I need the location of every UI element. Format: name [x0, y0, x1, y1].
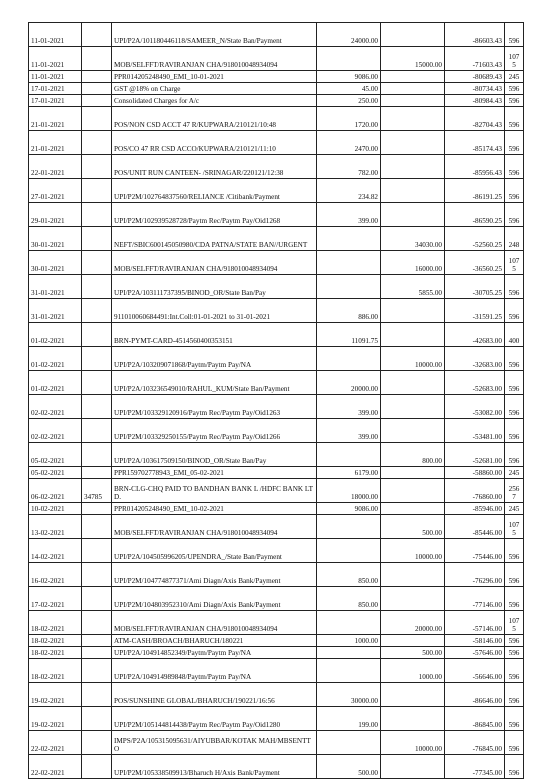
- cheque-cell: [82, 71, 112, 83]
- branch-code-cell: 245: [505, 467, 524, 479]
- credit-cell: [381, 755, 445, 779]
- debit-cell: [317, 347, 381, 371]
- table-row: [29, 203, 524, 227]
- debit-cell: 886.00: [317, 299, 381, 323]
- balance-cell: -77146.00: [445, 587, 505, 611]
- balance-cell: -82704.43: [445, 107, 505, 131]
- branch-code-cell: 596: [505, 635, 524, 647]
- cheque-cell: 34785: [82, 479, 112, 503]
- description-cell: UPI/P2M/103329250155/Paytm Rec/Paytm Pay/Oid1266: [112, 419, 317, 443]
- cheque-cell: [82, 647, 112, 659]
- description-cell: UPI/P2A/103111737395/BINOD_OR/State Ban/Pay: [112, 275, 317, 299]
- date-cell: 11-01-2021: [29, 47, 82, 71]
- cheque-cell: [82, 503, 112, 515]
- branch-code-cell: 245: [505, 503, 524, 515]
- table-row: [29, 323, 524, 347]
- balance-cell: -58146.00: [445, 635, 505, 647]
- branch-code-cell: 1075: [505, 515, 524, 539]
- date-cell: 05-02-2021: [29, 443, 82, 467]
- date-cell: 30-01-2021: [29, 251, 82, 275]
- debit-cell: [317, 443, 381, 467]
- debit-cell: 6179.00: [317, 467, 381, 479]
- description-cell: UPI/P2M/105338509913/Bharuch H/Axis Bank/Payment: [112, 755, 317, 779]
- balance-cell: -86603.43: [445, 23, 505, 47]
- table-row: [29, 155, 524, 179]
- credit-cell: [381, 179, 445, 203]
- branch-code-cell: 1075: [505, 611, 524, 635]
- debit-cell: [317, 275, 381, 299]
- date-cell: 19-02-2021: [29, 683, 82, 707]
- balance-cell: -32683.00: [445, 347, 505, 371]
- table-row: [29, 647, 524, 659]
- description-cell: POS/NON CSD ACCT 47 R/KUPWARA/210121/10:48: [112, 107, 317, 131]
- branch-code-cell: 596: [505, 347, 524, 371]
- branch-code-cell: 596: [505, 659, 524, 683]
- description-cell: IMPS/P2A/105315095631/AIYUBBAR/KOTAK MAH/MBSENTTO: [112, 731, 317, 755]
- debit-cell: 9086.00: [317, 71, 381, 83]
- cheque-cell: [82, 731, 112, 755]
- description-cell: UPI/P2M/102764837560/RELIANCE /Citibank/Payment: [112, 179, 317, 203]
- debit-cell: [317, 227, 381, 251]
- date-cell: 18-02-2021: [29, 647, 82, 659]
- cheque-cell: [82, 659, 112, 683]
- branch-code-cell: 596: [505, 179, 524, 203]
- branch-code-cell: 245: [505, 71, 524, 83]
- debit-cell: [317, 647, 381, 659]
- balance-cell: -56646.00: [445, 659, 505, 683]
- debit-cell: 199.00: [317, 707, 381, 731]
- branch-code-cell: 400: [505, 323, 524, 347]
- credit-cell: 10000.00: [381, 539, 445, 563]
- cheque-cell: [82, 371, 112, 395]
- branch-code-cell: 596: [505, 683, 524, 707]
- debit-cell: 1000.00: [317, 635, 381, 647]
- description-cell: UPI/P2M/103329120916/Paytm Rec/Paytm Pay/Oid1263: [112, 395, 317, 419]
- balance-cell: -75446.00: [445, 539, 505, 563]
- branch-code-cell: 1075: [505, 251, 524, 275]
- balance-cell: -85174.43: [445, 131, 505, 155]
- branch-code-cell: 596: [505, 395, 524, 419]
- debit-cell: [317, 47, 381, 71]
- description-cell: POS/UNIT RUN CANTEEN- /SRINAGAR/220121/12:38: [112, 155, 317, 179]
- branch-code-cell: 596: [505, 587, 524, 611]
- credit-cell: [381, 95, 445, 107]
- table-row: [29, 47, 524, 71]
- description-cell: UPI/P2A/101180446118/SAMEER_N/State Ban/Payment: [112, 23, 317, 47]
- date-cell: 19-02-2021: [29, 707, 82, 731]
- cheque-cell: [82, 251, 112, 275]
- date-cell: 31-01-2021: [29, 299, 82, 323]
- date-cell: 22-01-2021: [29, 155, 82, 179]
- branch-code-cell: 596: [505, 83, 524, 95]
- table-row: [29, 479, 524, 503]
- date-cell: 21-01-2021: [29, 107, 82, 131]
- cheque-cell: [82, 179, 112, 203]
- table-row: [29, 299, 524, 323]
- balance-cell: -53082.00: [445, 395, 505, 419]
- debit-cell: 45.00: [317, 83, 381, 95]
- debit-cell: 1720.00: [317, 107, 381, 131]
- debit-cell: 18000.00: [317, 479, 381, 503]
- debit-cell: 399.00: [317, 395, 381, 419]
- date-cell: 30-01-2021: [29, 227, 82, 251]
- branch-code-cell: 596: [505, 155, 524, 179]
- credit-cell: 15000.00: [381, 47, 445, 71]
- debit-cell: 234.82: [317, 179, 381, 203]
- description-cell: BRN-CLG-CHQ PAID TO BANDHAN BANK L /HDFC BANK LTD.: [112, 479, 317, 503]
- branch-code-cell: 596: [505, 107, 524, 131]
- cheque-cell: [82, 395, 112, 419]
- table-row: [29, 503, 524, 515]
- credit-cell: [381, 683, 445, 707]
- date-cell: 14-02-2021: [29, 539, 82, 563]
- branch-code-cell: 596: [505, 707, 524, 731]
- date-cell: 11-01-2021: [29, 23, 82, 47]
- table-row: [29, 707, 524, 731]
- debit-cell: [317, 659, 381, 683]
- description-cell: UPI/P2A/103617509150/BINOD_OR/State Ban/Pay: [112, 443, 317, 467]
- description-cell: PPR014205248490_EMI_10-02-2021: [112, 503, 317, 515]
- table-row: [29, 563, 524, 587]
- date-cell: 05-02-2021: [29, 467, 82, 479]
- balance-cell: -52683.00: [445, 371, 505, 395]
- debit-cell: 250.00: [317, 95, 381, 107]
- debit-cell: 30000.00: [317, 683, 381, 707]
- date-cell: 11-01-2021: [29, 71, 82, 83]
- debit-cell: [317, 611, 381, 635]
- table-row: [29, 347, 524, 371]
- balance-cell: -85946.00: [445, 503, 505, 515]
- table-row: [29, 107, 524, 131]
- cheque-cell: [82, 683, 112, 707]
- balance-cell: -76860.00: [445, 479, 505, 503]
- description-cell: UPI/P2M/105144814438/Paytm Rec/Paytm Pay/Oid1280: [112, 707, 317, 731]
- description-cell: PPR159702778943_EMI_05-02-2021: [112, 467, 317, 479]
- credit-cell: 500.00: [381, 647, 445, 659]
- table-row: [29, 71, 524, 83]
- credit-cell: [381, 71, 445, 83]
- date-cell: 01-02-2021: [29, 371, 82, 395]
- balance-cell: -57146.00: [445, 611, 505, 635]
- balance-cell: -36560.25: [445, 251, 505, 275]
- description-cell: POS/CO 47 RR CSD ACCO/KUPWARA/210121/11:10: [112, 131, 317, 155]
- table-row: [29, 227, 524, 251]
- description-cell: MOB/SELFFT/RAVIRANJAN CHA/918010048934094: [112, 47, 317, 71]
- credit-cell: 10000.00: [381, 347, 445, 371]
- transactions-table: [28, 22, 524, 779]
- branch-code-cell: 596: [505, 299, 524, 323]
- description-cell: UPI/P2M/102939528728/Paytm Rec/Paytm Pay/Oid1268: [112, 203, 317, 227]
- credit-cell: [381, 563, 445, 587]
- description-cell: UPI/P2M/104803952310/Ami Diagn/Axis Bank/Payment: [112, 587, 317, 611]
- debit-cell: 9086.00: [317, 503, 381, 515]
- debit-cell: [317, 539, 381, 563]
- debit-cell: [317, 515, 381, 539]
- table-row: [29, 587, 524, 611]
- description-cell: BRN-PYMT-CARD-4514560400353151: [112, 323, 317, 347]
- cheque-cell: [82, 587, 112, 611]
- branch-code-cell: 1075: [505, 47, 524, 71]
- balance-cell: -80689.43: [445, 71, 505, 83]
- table-row: [29, 83, 524, 95]
- branch-code-cell: 596: [505, 131, 524, 155]
- balance-cell: -53481.00: [445, 419, 505, 443]
- balance-cell: -86845.00: [445, 707, 505, 731]
- table-row: [29, 23, 524, 47]
- description-cell: UPI/P2M/104774877371/Ami Diagn/Axis Bank/Payment: [112, 563, 317, 587]
- balance-cell: -80984.43: [445, 95, 505, 107]
- date-cell: 06-02-2021: [29, 479, 82, 503]
- balance-cell: -57646.00: [445, 647, 505, 659]
- credit-cell: [381, 707, 445, 731]
- cheque-cell: [82, 755, 112, 779]
- cheque-cell: [82, 419, 112, 443]
- branch-code-cell: 596: [505, 647, 524, 659]
- branch-code-cell: 248: [505, 227, 524, 251]
- table-row: [29, 611, 524, 635]
- debit-cell: [317, 251, 381, 275]
- description-cell: UPI/P2A/103209071868/Paytm/Paytm Pay/NA: [112, 347, 317, 371]
- table-row: [29, 539, 524, 563]
- credit-cell: [381, 395, 445, 419]
- credit-cell: 20000.00: [381, 611, 445, 635]
- branch-code-cell: 596: [505, 275, 524, 299]
- credit-cell: 10000.00: [381, 731, 445, 755]
- balance-cell: -86646.00: [445, 683, 505, 707]
- balance-cell: -42683.00: [445, 323, 505, 347]
- description-cell: MOB/SELFFT/RAVIRANJAN CHA/918010048934094: [112, 515, 317, 539]
- debit-cell: 20000.00: [317, 371, 381, 395]
- cheque-cell: [82, 47, 112, 71]
- date-cell: 18-02-2021: [29, 659, 82, 683]
- debit-cell: 11091.75: [317, 323, 381, 347]
- branch-code-cell: 596: [505, 563, 524, 587]
- debit-cell: 399.00: [317, 203, 381, 227]
- debit-cell: [317, 731, 381, 755]
- table-row: [29, 395, 524, 419]
- balance-cell: -71603.43: [445, 47, 505, 71]
- description-cell: NEFT/SBIC600145050980/CDA PATNA/STATE BAN//URGENT: [112, 227, 317, 251]
- table-row: [29, 659, 524, 683]
- credit-cell: [381, 503, 445, 515]
- debit-cell: 850.00: [317, 563, 381, 587]
- table-row: [29, 443, 524, 467]
- balance-cell: -76296.00: [445, 563, 505, 587]
- table-row: [29, 179, 524, 203]
- credit-cell: [381, 587, 445, 611]
- credit-cell: 34030.00: [381, 227, 445, 251]
- table-row: [29, 731, 524, 755]
- date-cell: 01-02-2021: [29, 323, 82, 347]
- description-cell: UPI/P2A/104914989848/Paytm/Paytm Pay/NA: [112, 659, 317, 683]
- date-cell: 02-02-2021: [29, 395, 82, 419]
- balance-cell: -76845.00: [445, 731, 505, 755]
- balance-cell: -77345.00: [445, 755, 505, 779]
- description-cell: UPI/P2A/104914852349/Paytm/Paytm Pay/NA: [112, 647, 317, 659]
- date-cell: 02-02-2021: [29, 419, 82, 443]
- debit-cell: 2470.00: [317, 131, 381, 155]
- table-row: [29, 95, 524, 107]
- credit-cell: 500.00: [381, 515, 445, 539]
- cheque-cell: [82, 131, 112, 155]
- description-cell: ATM-CASH/BROACH/BHARUCH/180221: [112, 635, 317, 647]
- balance-cell: -80734.43: [445, 83, 505, 95]
- date-cell: 10-02-2021: [29, 503, 82, 515]
- credit-cell: [381, 635, 445, 647]
- debit-cell: 782.00: [317, 155, 381, 179]
- cheque-cell: [82, 275, 112, 299]
- credit-cell: 1000.00: [381, 659, 445, 683]
- table-row: [29, 371, 524, 395]
- balance-cell: -31591.25: [445, 299, 505, 323]
- branch-code-cell: 2567: [505, 479, 524, 503]
- table-row: [29, 131, 524, 155]
- description-cell: MOB/SELFFT/RAVIRANJAN CHA/918010048934094: [112, 251, 317, 275]
- branch-code-cell: 596: [505, 419, 524, 443]
- balance-cell: -52681.00: [445, 443, 505, 467]
- cheque-cell: [82, 563, 112, 587]
- description-cell: 911010060684491:Int.Coll:01-01-2021 to 31-01-2021: [112, 299, 317, 323]
- date-cell: 01-02-2021: [29, 347, 82, 371]
- branch-code-cell: 596: [505, 371, 524, 395]
- balance-cell: -85446.00: [445, 515, 505, 539]
- cheque-cell: [82, 443, 112, 467]
- date-cell: 22-02-2021: [29, 731, 82, 755]
- cheque-cell: [82, 203, 112, 227]
- credit-cell: 800.00: [381, 443, 445, 467]
- credit-cell: [381, 131, 445, 155]
- balance-cell: -58860.00: [445, 467, 505, 479]
- branch-code-cell: 596: [505, 203, 524, 227]
- balance-cell: -30705.25: [445, 275, 505, 299]
- date-cell: 17-01-2021: [29, 95, 82, 107]
- credit-cell: 5855.00: [381, 275, 445, 299]
- debit-cell: 399.00: [317, 419, 381, 443]
- cheque-cell: [82, 539, 112, 563]
- credit-cell: [381, 479, 445, 503]
- date-cell: 16-02-2021: [29, 563, 82, 587]
- description-cell: PPR014205248490_EMI_10-01-2021: [112, 71, 317, 83]
- date-cell: 18-02-2021: [29, 611, 82, 635]
- credit-cell: [381, 107, 445, 131]
- date-cell: 18-02-2021: [29, 635, 82, 647]
- cheque-cell: [82, 611, 112, 635]
- date-cell: 13-02-2021: [29, 515, 82, 539]
- table-row: [29, 755, 524, 779]
- description-cell: GST @18% on Charge: [112, 83, 317, 95]
- credit-cell: [381, 419, 445, 443]
- branch-code-cell: 596: [505, 23, 524, 47]
- cheque-cell: [82, 95, 112, 107]
- transactions-body: [29, 23, 524, 779]
- table-row: [29, 275, 524, 299]
- balance-cell: -86590.25: [445, 203, 505, 227]
- date-cell: 31-01-2021: [29, 275, 82, 299]
- branch-code-cell: 596: [505, 443, 524, 467]
- cheque-cell: [82, 515, 112, 539]
- balance-cell: -52560.25: [445, 227, 505, 251]
- credit-cell: [381, 299, 445, 323]
- branch-code-cell: 596: [505, 539, 524, 563]
- branch-code-cell: 596: [505, 95, 524, 107]
- credit-cell: [381, 155, 445, 179]
- cheque-cell: [82, 707, 112, 731]
- credit-cell: [381, 371, 445, 395]
- table-row: [29, 635, 524, 647]
- date-cell: 17-01-2021: [29, 83, 82, 95]
- debit-cell: 500.00: [317, 755, 381, 779]
- credit-cell: [381, 323, 445, 347]
- cheque-cell: [82, 227, 112, 251]
- description-cell: POS/SUNSHINE GLOBAL/BHARUCH/190221/16:56: [112, 683, 317, 707]
- table-row: [29, 683, 524, 707]
- cheque-cell: [82, 299, 112, 323]
- description-cell: UPI/P2A/103236549010/RAHUL_KUM/State Ban/Payment: [112, 371, 317, 395]
- date-cell: 27-01-2021: [29, 179, 82, 203]
- debit-cell: 850.00: [317, 587, 381, 611]
- cheque-cell: [82, 83, 112, 95]
- credit-cell: 16000.00: [381, 251, 445, 275]
- credit-cell: [381, 203, 445, 227]
- branch-code-cell: 596: [505, 731, 524, 755]
- date-cell: 22-02-2021: [29, 755, 82, 779]
- cheque-cell: [82, 107, 112, 131]
- branch-code-cell: 596: [505, 755, 524, 779]
- cheque-cell: [82, 23, 112, 47]
- date-cell: 17-02-2021: [29, 587, 82, 611]
- cheque-cell: [82, 467, 112, 479]
- debit-cell: 24000.00: [317, 23, 381, 47]
- description-cell: Consolidated Charges for A/c: [112, 95, 317, 107]
- balance-cell: -86191.25: [445, 179, 505, 203]
- credit-cell: [381, 83, 445, 95]
- table-row: [29, 251, 524, 275]
- cheque-cell: [82, 155, 112, 179]
- table-row: [29, 419, 524, 443]
- table-row: [29, 515, 524, 539]
- cheque-cell: [82, 347, 112, 371]
- table-row: [29, 467, 524, 479]
- description-cell: UPI/P2A/104505996205/UPENDRA_/State Ban/Payment: [112, 539, 317, 563]
- credit-cell: [381, 467, 445, 479]
- cheque-cell: [82, 323, 112, 347]
- date-cell: 29-01-2021: [29, 203, 82, 227]
- credit-cell: [381, 23, 445, 47]
- cheque-cell: [82, 635, 112, 647]
- statement-sheet: [28, 22, 523, 779]
- balance-cell: -85956.43: [445, 155, 505, 179]
- date-cell: 21-01-2021: [29, 131, 82, 155]
- description-cell: MOB/SELFFT/RAVIRANJAN CHA/918010048934094: [112, 611, 317, 635]
